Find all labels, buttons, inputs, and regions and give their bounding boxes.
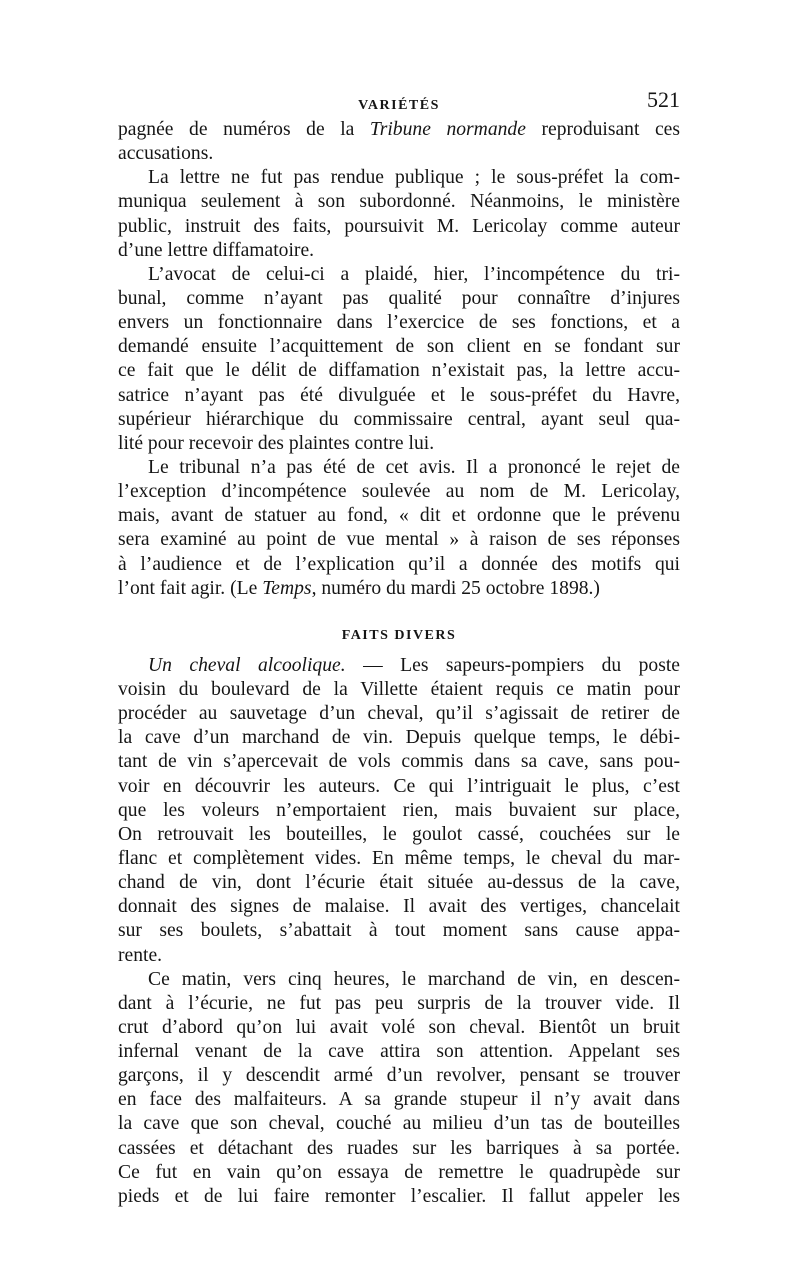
text-line: à l’audience et de l’explication qu’il a donnée des motifs qui [118, 553, 680, 575]
text-line: l’exception d’incompétence soulevée au nom de M. Lericolay, [118, 481, 680, 503]
text-line: bunal, comme n’ayant pas qualité pour connaître d’injures [118, 287, 680, 309]
text-line: public, instruit des faits, poursuivit M. Lericolay comme auteur [118, 215, 680, 237]
text-line: demandé ensuite l’acquittement de son client en se fondant sur [118, 336, 680, 358]
paragraph-lettre [118, 166, 680, 263]
text-line: infernal venant de la cave attira son attention. Appelant ses [118, 1041, 680, 1063]
paragraph-avocat [118, 263, 680, 456]
text-line: L’avocat de celui-ci a plaidé, hier, l’incompétence du tri- [148, 263, 680, 285]
text-line: Ce matin, vers cinq heures, le marchand de vin, en descen- [148, 968, 680, 990]
text-line: La lettre ne fut pas rendue publique ; le sous-préfet la com- [148, 167, 680, 189]
text-line: tant de vin s’apercevait de vols commis dans sa cave, sans pou- [118, 751, 680, 773]
italic-source: Temps [262, 577, 312, 599]
text-line: dant à l’écurie, ne fut pas peu surpris de la trouver vide. Il [118, 992, 680, 1014]
text-line: On retrouvait les bouteilles, le goulot cassé, couchées sur le [118, 823, 680, 845]
text-line: la cave d’un marchand de vin. Depuis quelque temps, le débi- [118, 727, 680, 749]
text-line: envers un fonctionnaire dans l’exercice de ses fonctions, et a [118, 312, 680, 334]
text-line: que les voleurs n’emportaient rien, mais buvaient sur place, [118, 799, 680, 821]
text-line: Le tribunal n’a pas été de cet avis. Il a prononcé le rejet de [148, 456, 680, 478]
text-line: muniqua seulement à son subordonné. Néanmoins, le ministère [118, 191, 680, 213]
text-line: sur ses boulets, s’abattait à tout moment sans cause appa- [118, 920, 680, 942]
text-line: voir en découvrir les auteurs. Ce qui l’intriguait le plus, c’est [118, 775, 680, 797]
text-line: donnait des signes de malaise. Il avait des vertiges, chancelait [118, 896, 680, 918]
text-line: supérieur hiérarchique du commissaire central, ayant seul qua- [118, 408, 680, 430]
paragraph-continuation [118, 118, 680, 166]
text-line: ce fait que le délit de diffamation n’existait pas, la lettre accu- [118, 360, 680, 382]
text-line: l’ont fait agir. (Le Temps, numéro du mardi 25 octobre 1898.) [118, 577, 600, 599]
paragraph-tribunal [118, 456, 680, 601]
text-line: procéder au sauvetage d’un cheval, qu’il s’agissait de retirer de [118, 703, 680, 725]
text-line: rente. [118, 944, 163, 966]
page-number: 521 [647, 87, 680, 112]
text-line: crut d’abord qu’on lui avait volé son cheval. Bientôt un bruit [118, 1016, 680, 1038]
text-line: Ce fut en vain qu’on essaya de remettre le quadrupède sur [118, 1161, 680, 1183]
italic-title: Tribune normande [369, 119, 526, 140]
text-line: pieds et de lui faire remonter l’escalier. Il fallut appeler les [118, 1185, 680, 1207]
running-head [118, 88, 680, 118]
text-line: mais, avant de statuer au fond, « dit et ordonne que le prévenu [118, 505, 680, 527]
running-title: VARIÉTÉS [358, 98, 440, 113]
text-line: sera examiné au point de vue mental » à raison de ses réponses [118, 529, 680, 551]
paragraph-marchand [118, 968, 680, 1209]
text-line: voisin du boulevard de la Villette étaient requis ce matin pour [118, 678, 680, 700]
text-line: pagnée de numéros de la Tribune normande reproduisant ces [118, 119, 681, 140]
text-line: cassées et détachant des ruades sur les barriques à sa portée. [118, 1137, 680, 1159]
text-line: chand de vin, dont l’écurie était située au-dessus de la cave, [118, 872, 680, 894]
text-line: Un cheval alcoolique. — Les sapeurs-pompiers du poste [148, 654, 680, 676]
text-line: garçons, il y descendit armé d’un revolver, pensant se trouver [118, 1065, 680, 1087]
paragraph-cheval [118, 654, 680, 968]
section-heading: FAITS DIVERS [341, 627, 457, 643]
text-line: d’une lettre diffamatoire. [118, 239, 315, 261]
text-line: flanc et complètement vides. En même temps, le cheval du mar- [118, 847, 680, 869]
text-line: la cave que son cheval, couché au milieu d’un tas de bouteilles [118, 1113, 680, 1135]
text-line: en face des malfaiteurs. A sa grande stupeur il n’y avait dans [118, 1089, 680, 1111]
text-line: satrice n’ayant pas été divulguée et le sous-préfet du Havre, [118, 384, 680, 406]
text-line: accusations. [118, 143, 214, 165]
article-title: Un cheval alcoolique. [148, 654, 346, 676]
book-page [118, 88, 680, 1209]
text-line: lité pour recevoir des plaintes contre lui. [118, 432, 435, 454]
